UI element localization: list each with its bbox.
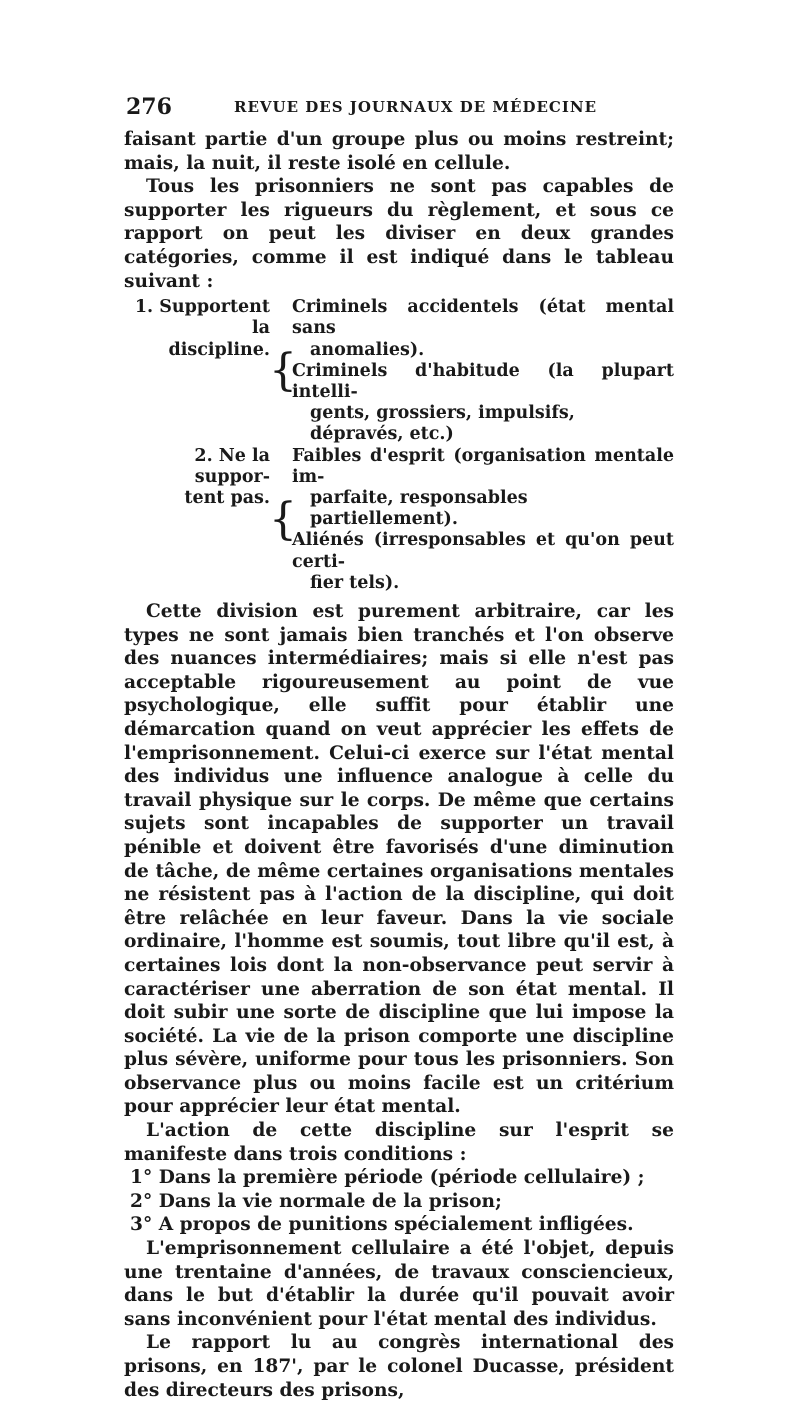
classification-table (124, 297, 674, 594)
brace-icon: { (269, 345, 297, 397)
paragraph: Le rapport lu au congrès international des prisons, en 187', par le colonel Ducasse, président des directeurs des prisons, (124, 1332, 674, 1401)
brace-icon: { (269, 493, 297, 545)
paragraph: Tous les prisonniers ne sont pas capables de supporter les rigueurs du règlement, et sous ce rapport on peut les diviser en deux grandes catégories, comme il est indiqué dans le tableau suivant : (124, 176, 674, 292)
table-group-label: 2. Ne la suppor- tent pas. (184, 445, 270, 508)
body-text (124, 128, 674, 1402)
table-group-entries: Criminels accidentels (état mental sans anomalies). Criminels d'habitude (la plupart intelli- gents, grossiers, impulsifs, dépravés, etc.) (292, 297, 674, 445)
paragraph: faisant partie d'un groupe plus ou moins restreint; mais, la nuit, il reste isolé en cellule. (124, 129, 674, 174)
list-item: 1° Dans la première période (période cellulaire) ; (130, 1167, 645, 1189)
page-number: 276 (126, 94, 172, 120)
table-group-entries: Faibles d'esprit (organisation mentale im- parfaite, responsables partiellement). Aliénés (irresponsables et qu'on peut certi- fier tels). (292, 445, 674, 593)
running-title: REVUE DES JOURNAUX DE MÉDECINE (234, 98, 598, 116)
paragraph: L'emprisonnement cellulaire a été l'objet, depuis une trentaine d'années, de travaux consciencieux, dans le but d'établir la durée qu'il pouvait avoir sans inconvénient pour l'état mental des individus. (124, 1238, 674, 1330)
table-group-label: 1. Supportent la discipline. (134, 297, 270, 360)
list-item: 3° A propos de punitions spécialement infligées. (130, 1214, 634, 1236)
paragraph: L'action de cette discipline sur l'esprit se manifeste dans trois conditions : (124, 1120, 674, 1165)
paragraph: Cette division est purement arbitraire, car les types ne sont jamais bien tranchés et l'on observe des nuances intermédiaires; mais si elle n'est pas acceptable rigoureusement au point de vue psychologique, elle suffit pour établir une démarcation quand on veut apprécier les effets de l'emprisonnement. Celui-ci exerce sur l'état mental des individus une influence analogue à celle du travail physique sur le corps. De même que certains sujets sont incapables de supporter un travail pénible et doivent être favorisés d'une diminution de tâche, de même certaines organisations mentales ne résistent pas à l'action de la discipline, qui doit être relâchée en leur faveur. Dans la vie sociale ordinaire, l'homme est soumis, tout libre qu'il est, à certaines lois dont la non-observance peut servir à caractériser une aberration de son état mental. Il doit subir une sorte de discipline que lui impose la société. La vie de la prison comporte une discipline plus sévère, uniforme pour tous les prisonniers. Son observance plus ou moins facile est un critérium pour apprécier leur état mental. (124, 601, 674, 1118)
page-header (124, 94, 674, 124)
list-item: 2° Dans la vie normale de la prison; (130, 1190, 502, 1212)
